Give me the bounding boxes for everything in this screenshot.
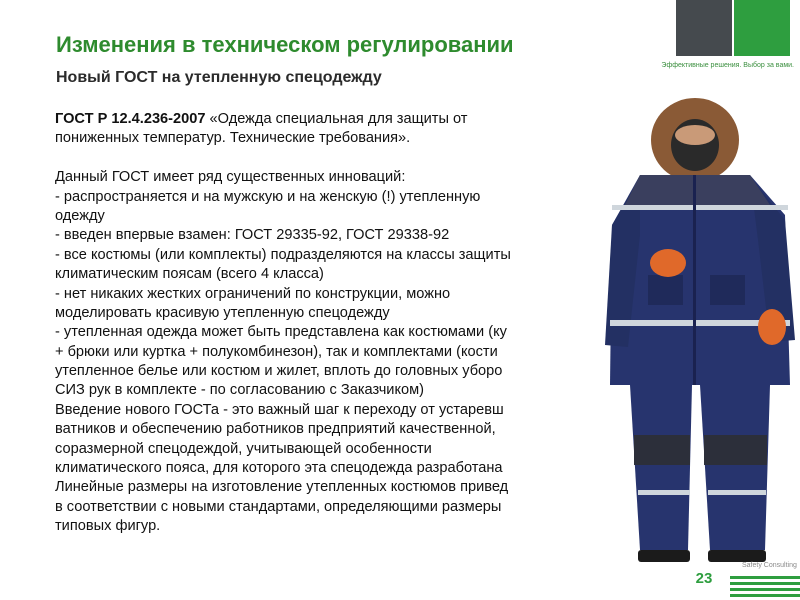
body-line: климатическим поясам (всего 4 класса)	[55, 266, 324, 283]
intro-line-2: пониженных температур. Технические требования».	[55, 130, 411, 147]
left-leg-stripe	[638, 490, 690, 495]
body-line: в соответствии с новыми стандартами, определяющими размеры	[55, 498, 502, 515]
right-glove	[758, 309, 786, 345]
intro-line-1	[55, 110, 603, 129]
zipper	[693, 175, 696, 385]
body-line: - все костюмы (или комплекты) подразделяются на классы защиты	[55, 246, 511, 263]
paragraph-gap	[55, 149, 603, 168]
body-line: одежду	[55, 207, 105, 224]
right-leg-stripe	[708, 490, 766, 495]
body-line: Введение нового ГОСТа - это важный шаг к переходу от устаревш	[55, 401, 504, 418]
left-glove	[650, 249, 686, 277]
body-line: - нет никаких жестких ограничений по конструкции, можно	[55, 285, 451, 302]
body-line: - утепленная одежда может быть представлена как костюмами (ку	[55, 324, 507, 341]
left-pocket	[648, 275, 683, 305]
header-gray-square	[676, 0, 732, 56]
brand-mark: Safety Consulting	[742, 562, 797, 569]
body-line: соразмерной спецодеждой, учитывающей особенности	[55, 440, 432, 457]
right-pocket	[710, 275, 745, 305]
body-line: СИЗ рук в комплекте - по согласованию с Заказчиком)	[55, 382, 425, 399]
body-line: ватников и обеспечению работников предприятий качественной,	[55, 421, 496, 438]
body-line: Линейные размеры на изготовление утепленных костюмов привед	[55, 479, 509, 496]
body-line: утепленное белье или костюм и жилет, вплоть до головных уборо	[55, 363, 503, 380]
slide-title: Изменения в техническом регулировании	[56, 32, 514, 57]
left-trouser-leg	[630, 385, 692, 550]
gost-number: ГОСТ Р 12.4.236-2007	[55, 111, 206, 127]
right-knee-pad	[704, 435, 767, 465]
header-green-square	[734, 0, 790, 56]
left-knee-pad	[634, 435, 690, 465]
body-line: - введен впервые взамен: ГОСТ 29335-92, ГОСТ 29338-92	[55, 227, 450, 244]
footer-stripes	[730, 574, 800, 600]
left-boot	[638, 550, 690, 562]
body-line: моделировать красивую утепленную спецодежду	[55, 304, 390, 321]
slogan: Эффективные решения. Выбор за вами.	[661, 62, 794, 69]
body-line: - распространяется и на мужскую и на женскую (!) утепленную	[55, 188, 481, 205]
right-trouser-leg	[700, 385, 770, 550]
page-number: 23	[695, 570, 713, 587]
gost-title-start: «Одежда специальная для защиты от	[205, 111, 468, 127]
body-line: Данный ГОСТ имеет ряд существенных инноваций:	[55, 169, 406, 186]
body-line: климатического пояса, для которого эта спецодежда разработана	[55, 460, 503, 477]
shoulder-yoke	[625, 175, 770, 205]
body-line: + брюки или куртка + полукомбинезон), так и комплектами (кости	[55, 343, 498, 360]
body-line: типовых фигур.	[55, 518, 161, 535]
reflective-stripe-chest	[612, 205, 788, 210]
slide-subtitle: Новый ГОСТ на утепленную спецодежду	[56, 69, 382, 86]
winter-suit-photo	[600, 95, 800, 565]
face	[675, 125, 715, 145]
slide-body	[55, 110, 603, 590]
right-boot	[708, 550, 766, 562]
